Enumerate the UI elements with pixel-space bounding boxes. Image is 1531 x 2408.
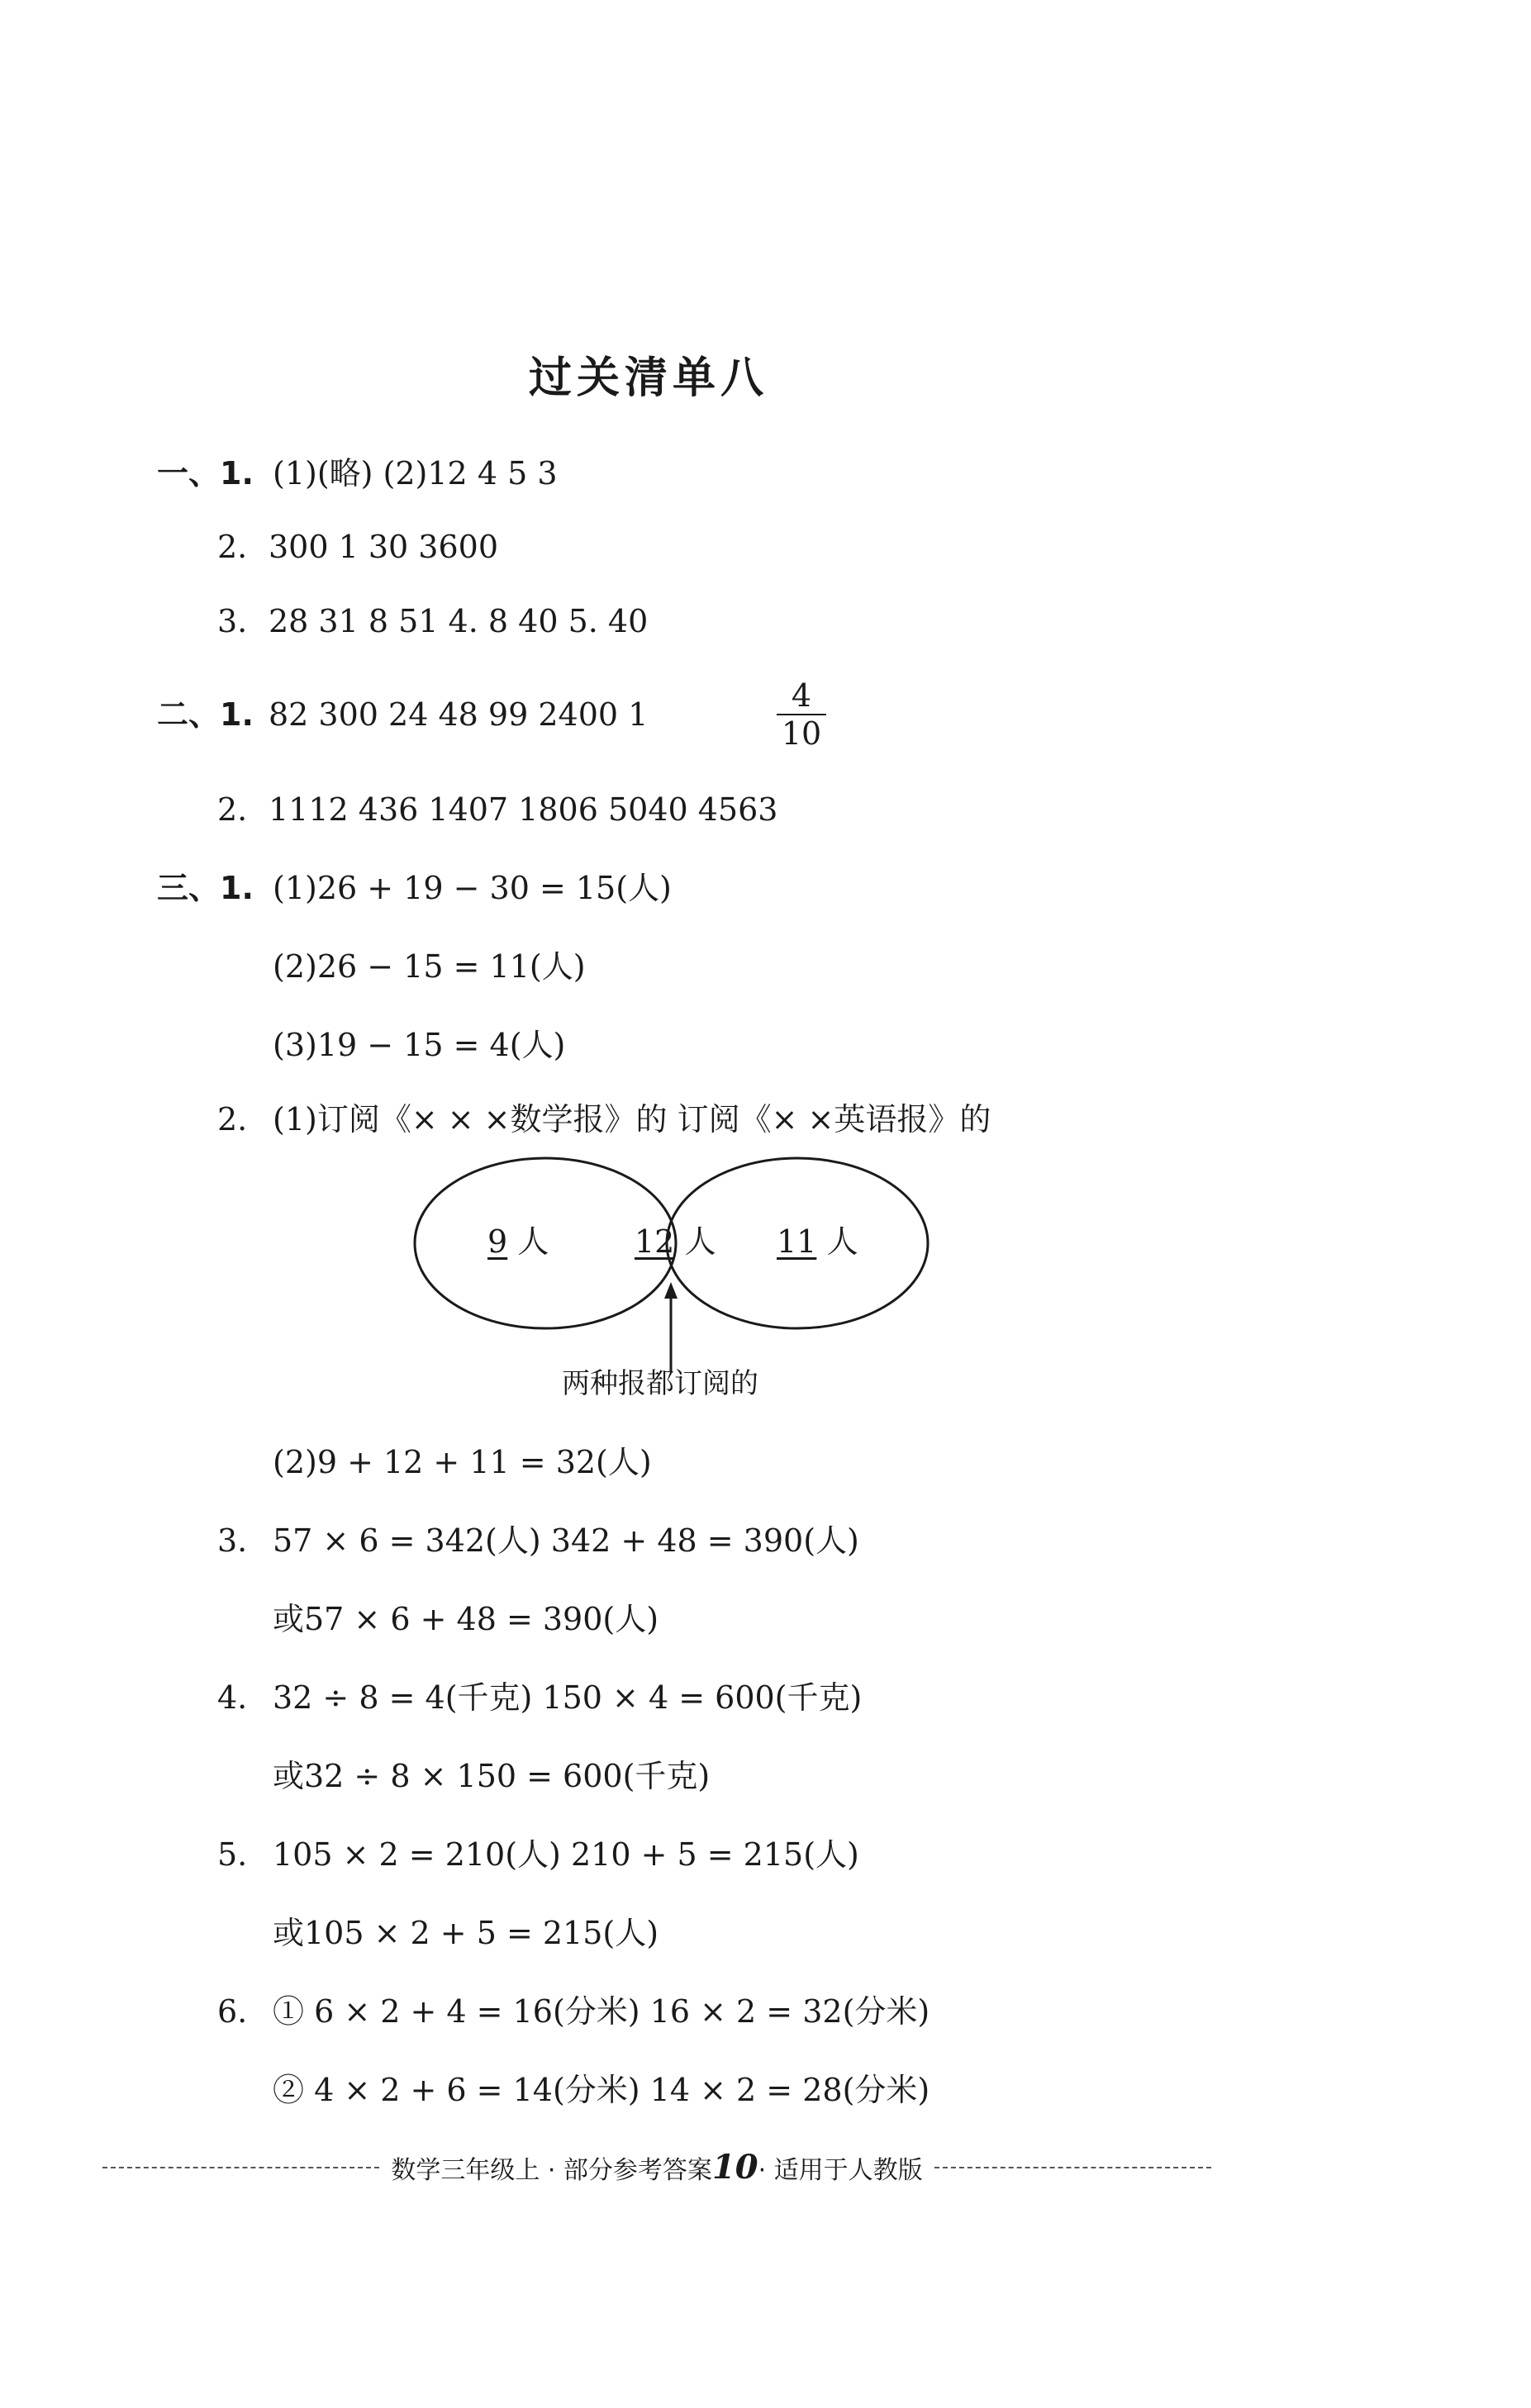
q3-line-2: 或57 × 6 + 48 = 390(人): [273, 1601, 659, 1637]
q4-line-1: 32 ÷ 8 = 4(千克) 150 × 4 = 600(千克): [273, 1679, 863, 1716]
q6-number: 6.: [217, 1993, 248, 2030]
venn-left-label: [487, 1221, 549, 1262]
venn-middle-label: [635, 1221, 716, 1262]
q2-part-2: (2)9 + 12 + 11 = 32(人): [273, 1444, 652, 1480]
q1-part-1: (1)26 + 19 − 30 = 15(人): [273, 870, 672, 906]
footer-book-title: 数学三年级上 · 部分参考答案: [391, 2155, 712, 2185]
q5-line-2: 或105 × 2 + 5 = 215(人): [273, 1915, 659, 1951]
q5-line-1: 105 × 2 = 210(人) 210 + 5 = 215(人): [273, 1836, 859, 1873]
venn-arrow-head: [664, 1282, 678, 1299]
footer-page-number: 10: [711, 2148, 758, 2187]
venn-right-label: [777, 1221, 858, 1262]
footer-left-divider: [102, 2167, 379, 2168]
venn-caption: 两种报都订阅的: [562, 1367, 758, 1400]
venn-left-value: 9: [487, 1223, 508, 1260]
venn-middle-value: 12: [635, 1223, 675, 1260]
venn-right-unit: 人: [826, 1223, 858, 1260]
q2-heading: (1)订阅《× × ×数学报》的 订阅《× ×英语报》的: [273, 1101, 991, 1138]
venn-left-unit: 人: [517, 1223, 549, 1260]
sec2-line-2-number: 2.: [217, 791, 248, 828]
footer-right-divider: [934, 2167, 1211, 2168]
sec1-line-2: 300 1 30 3600: [269, 529, 499, 565]
q4-line-2: 或32 ÷ 8 × 150 = 600(千克): [273, 1758, 711, 1794]
section-3-label: 三、1.: [157, 870, 254, 906]
q6-line-1: ① 6 × 2 + 4 = 16(分米) 16 × 2 = 32(分米): [273, 1993, 930, 2030]
section-1-label: 一、1.: [157, 455, 254, 492]
q1-part-3: (3)19 − 15 = 4(人): [273, 1027, 566, 1063]
sec1-line-3: 28 31 8 51 4. 8 40 5. 40: [269, 603, 649, 639]
venn-right-value: 11: [777, 1223, 817, 1260]
page-footer: [91, 2148, 1223, 2187]
q5-number: 5.: [217, 1836, 248, 1873]
footer-edition: · 适用于人教版: [758, 2155, 923, 2185]
page-title: 过关清单八: [528, 354, 768, 403]
sec2-line-1: 82 300 24 48 99 2400 1: [269, 696, 649, 733]
sec1-line-1: (1)(略) (2)12 4 5 3: [273, 455, 558, 492]
fraction-numerator: 4: [777, 677, 826, 715]
section-2-label: 二、1.: [157, 696, 254, 733]
sec1-line-2-number: 2.: [217, 529, 248, 565]
sec2-line-2: 1112 436 1407 1806 5040 4563: [269, 791, 778, 828]
q3-line-1: 57 × 6 = 342(人) 342 + 48 = 390(人): [273, 1522, 859, 1559]
sec1-line-3-number: 3.: [217, 603, 248, 639]
fraction-denominator: 10: [781, 715, 822, 752]
q1-part-2: (2)26 − 15 = 11(人): [273, 948, 586, 985]
q6-line-2: ② 4 × 2 + 6 = 14(分米) 14 × 2 = 28(分米): [273, 2072, 930, 2108]
venn-middle-unit: 人: [684, 1223, 716, 1260]
q4-number: 4.: [217, 1679, 248, 1716]
q2-number: 2.: [217, 1101, 248, 1138]
q3-number: 3.: [217, 1522, 248, 1559]
